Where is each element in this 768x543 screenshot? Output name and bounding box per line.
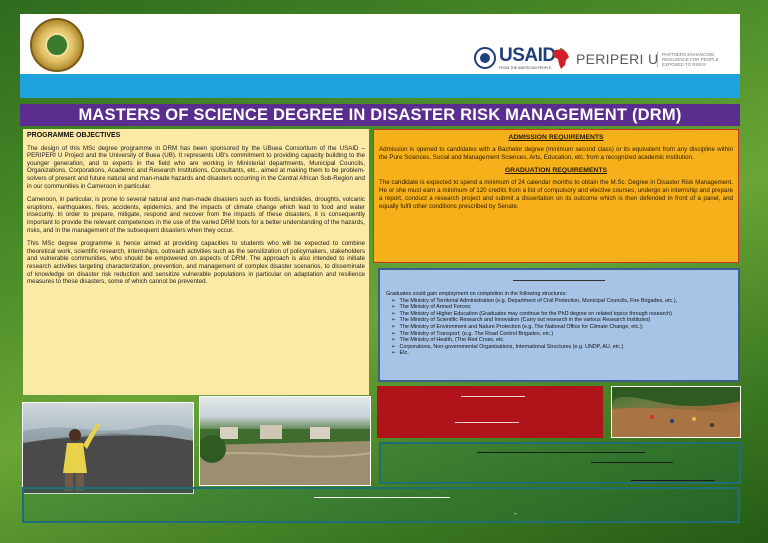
list-item: ➢ The Ministry of Territorial Administration (e.g. Department of Civil Protection, Municipal Councils, Fire Brigades, etc.), xyxy=(400,298,732,305)
bottom-right-info-box xyxy=(379,442,741,484)
periperi-u-wordmark: PERIPERI U xyxy=(576,51,659,67)
employment-list xyxy=(386,298,732,357)
objectives-heading: PROGRAMME OBJECTIVES xyxy=(27,132,121,139)
admission-text: Admission is opened to candidates with a Bachelor degree (minimum second class) or its equivalent from any discipline within the Pure Sciences, Social and Management Sciences, Arts, Education, etc. from a recognized academic institution. xyxy=(379,145,733,161)
requirements-section xyxy=(373,129,739,263)
objectives-paragraph: The design of this MSc degree programme in DRM has been sponsored by the UBuea Consortium of the USAID – PERIPERI U Project and the University of Buea (UB). It represents UB's commitment to providing capacity building to the younger generation, and to experts in the field who are working in Ministerial departments, Municipal Councils, Organizations, Corporations, Academic and Research Institutions, Consultants, etc., aimed at making them to be problem-solvers of present and future natural and man-made hazards and disasters occurring in the Central African Sub-Region and in our communities in Cameroon in particular. xyxy=(27,144,365,190)
blue-divider-band xyxy=(20,74,740,98)
heading-rule xyxy=(455,422,519,423)
employment-section xyxy=(378,268,740,382)
heading-rule xyxy=(314,497,450,498)
list-item: ➢ The Ministry of Environment and Nature Protection (e.g. The National Office for Climate Change, etc.); xyxy=(400,324,732,331)
list-item: ➢ The Ministry of Armed Forces; xyxy=(400,304,732,311)
graduation-heading: GRADUATION REQUIREMENTS xyxy=(504,167,608,175)
programme-objectives-section xyxy=(23,129,369,395)
usaid-subtitle: FROM THE AMERICAN PEOPLE xyxy=(499,66,552,70)
university-of-buea-logo xyxy=(30,18,84,72)
heading-rule xyxy=(513,280,605,281)
red-info-box xyxy=(377,386,603,438)
list-item: ➢ The Ministry of Transport; (e.g. The Road Control Brigades, etc.) xyxy=(400,331,732,338)
heading-rule xyxy=(631,480,715,481)
admission-heading: ADMISSION REQUIREMENTS xyxy=(508,134,604,141)
africa-map-icon xyxy=(552,48,570,70)
student-on-volcano-photo xyxy=(22,402,194,494)
usaid-seal-icon xyxy=(474,47,496,69)
footer-info-box xyxy=(22,487,740,523)
periperi-tagline: PARTNERS ENHANCING RESILIENCE FOR PEOPLE EXPOSED TO RISKS xyxy=(657,52,737,67)
objectives-paragraph: This MSc degree programme is hence aimed at providing capacities to students who will be expected to combine theoretical work, scientific research, internships, outreach activities such as the sensitization of policymakers, stakeholders and vulnerable communities, who should be empowered on aspects of DRM. The approach is also intended to initiate research activities targeting characterization, prevention, and management of complex disaster scenarios, to disseminate of knowledge on disaster risk reduction and sensitize vulnerable populations in particular on adaptation and resilience measures to these disasters, some of which cannot be prevented. xyxy=(27,240,365,286)
footer-dash: - xyxy=(514,509,517,518)
list-item: ➢ Etc. xyxy=(400,350,732,357)
list-item: ➢ The Ministry of Health, (The Red Cross, etc. xyxy=(400,337,732,344)
list-item: ➢ Corporations, Non-governmental Organisations, International Structures (e.g. UNDP, AU, etc.). xyxy=(400,344,732,351)
graduation-text: The candidate is expected to spend a minimum of 24 calendar months to obtain the M.Sc. Degree in Disaster Risk Management. He or she must earn a minimum of 120 credits from a list of compulsory and elective courses, undergo an internship and prepare a report, conduct a research project and submit a dissertation on its outcome which is then defended in front of a panel, and equally fulfil other conditions prescribed by Senate. xyxy=(379,179,733,210)
heading-rule xyxy=(477,452,645,453)
employment-intro: Graduates could gain employment on completion in the following structures: xyxy=(386,291,567,297)
heading-rule xyxy=(591,462,673,463)
flooded-town-photo xyxy=(199,396,371,486)
list-item: ➢ The Ministry of Scientific Research and Innovation (Carry out research in the various Research Institutes) xyxy=(400,317,732,324)
heading-rule xyxy=(461,396,525,397)
landslide-rescue-photo xyxy=(611,386,741,438)
page-title: MASTERS OF SCIENCE DEGREE IN DISASTER RISK MANAGEMENT (DRM) xyxy=(20,104,740,126)
objectives-paragraph: Cameroon, in particular, is prone to several natural and man-made disasters such as floods, landslides, droughts, volcanic eruptions, earthquakes, fires, accidents, epidemics, and the impacts of climate change which lead to food and water insecurity. In order to prepare, mitigate, respond and recover from the impacts of these disasters, it is consequently important to provide the relevant competences in the use of the varied DRM tools for a better understanding of the hazards, risks, and in the management of the subsequent disasters when they occur. xyxy=(27,196,365,234)
usaid-wordmark: USAID xyxy=(499,45,556,66)
list-item: ➢ The Ministry of Higher Education (Graduates may continue for the PhD degree on related topics through research) xyxy=(400,311,732,318)
